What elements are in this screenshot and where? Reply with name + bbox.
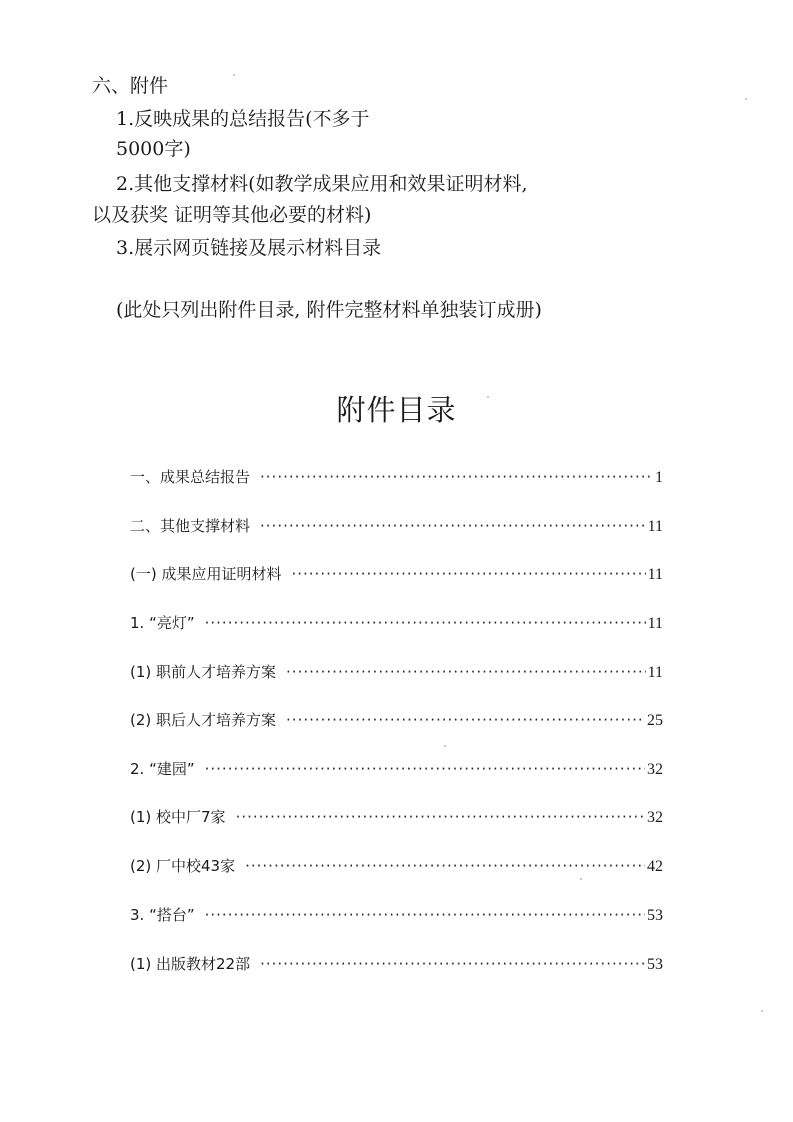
toc-dot-leader bbox=[260, 515, 646, 537]
toc-entry bbox=[130, 563, 663, 586]
scan-speck bbox=[487, 396, 489, 398]
toc-entry-page: 53 bbox=[647, 907, 663, 924]
toc-entry-page: 11 bbox=[647, 664, 663, 681]
scan-speck bbox=[444, 745, 446, 747]
scan-speck bbox=[761, 1010, 763, 1012]
toc-dot-leader bbox=[205, 758, 645, 780]
toc-dot-leader bbox=[286, 661, 646, 683]
toc-entry-label: (一) 成果应用证明材料 bbox=[130, 565, 282, 583]
toc-dot-leader bbox=[245, 855, 645, 877]
toc-entry-label: (2) 职后人才培养方案 bbox=[130, 711, 277, 729]
toc-entry-label: (1) 职前人才培养方案 bbox=[130, 663, 277, 681]
toc-entry-page: 32 bbox=[647, 809, 663, 826]
scan-speck bbox=[745, 98, 747, 100]
toc-dot-leader bbox=[205, 904, 645, 926]
toc-dot-leader bbox=[291, 563, 645, 585]
toc-dot-leader bbox=[260, 953, 645, 975]
toc-dot-leader bbox=[260, 466, 653, 488]
attachment-item-3: 3.展示网页链接及展示材料目录 bbox=[116, 237, 382, 259]
toc-entry-label: (1) 出版教材22部 bbox=[130, 955, 251, 973]
section-heading: 六、附件 bbox=[92, 75, 169, 97]
toc-title: 附件目录 bbox=[336, 393, 457, 427]
toc-entry bbox=[130, 515, 663, 538]
toc-entry-label: (1) 校中厂7家 bbox=[130, 808, 226, 826]
toc-entry-label: 2. “建园” bbox=[130, 760, 195, 778]
toc-entry bbox=[130, 855, 663, 878]
toc-entry-label: (2) 厂中校43家 bbox=[130, 857, 236, 875]
toc-entry-label: 3. “搭台” bbox=[130, 906, 195, 924]
toc-entry bbox=[130, 709, 663, 732]
toc-entry bbox=[130, 953, 663, 976]
toc-entry bbox=[130, 466, 663, 489]
toc-entry-page: 11 bbox=[647, 518, 663, 535]
toc-entry-page: 53 bbox=[647, 956, 663, 973]
toc-entry bbox=[130, 661, 663, 684]
attachment-item-2: 2.其他支撑材料(如教学成果应用和效果证明材料, bbox=[116, 173, 528, 195]
toc-entry bbox=[130, 612, 663, 635]
attachment-item-1: 1.反映成果的总结报告(不多于 bbox=[116, 108, 370, 130]
toc-entry-label: 二、其他支撑材料 bbox=[130, 517, 251, 535]
scan-speck bbox=[580, 878, 582, 880]
scan-speck bbox=[233, 74, 235, 76]
attachment-item-1-continued: 5000字) bbox=[116, 138, 191, 160]
toc-entry-page: 42 bbox=[647, 858, 663, 875]
toc-entry-page: 1 bbox=[655, 469, 663, 486]
toc-entry bbox=[130, 806, 663, 829]
toc-entry-label: 一、成果总结报告 bbox=[130, 468, 251, 486]
toc-entry-label: 1. “亮灯” bbox=[130, 614, 195, 632]
toc-dot-leader bbox=[205, 612, 646, 634]
toc-entry-page: 11 bbox=[647, 566, 663, 583]
attachment-item-2-continued: 以及获奖 证明等其他必要的材料) bbox=[92, 204, 372, 226]
toc-entry-page: 32 bbox=[647, 761, 663, 778]
toc-entry bbox=[130, 758, 663, 781]
toc-dot-leader bbox=[286, 709, 645, 731]
toc-dot-leader bbox=[236, 806, 645, 828]
toc-entry-page: 11 bbox=[647, 615, 663, 632]
toc-entry bbox=[130, 904, 663, 927]
toc-entry-page: 25 bbox=[647, 712, 663, 729]
attachment-note: (此处只列出附件目录, 附件完整材料单独装订成册) bbox=[116, 299, 542, 321]
